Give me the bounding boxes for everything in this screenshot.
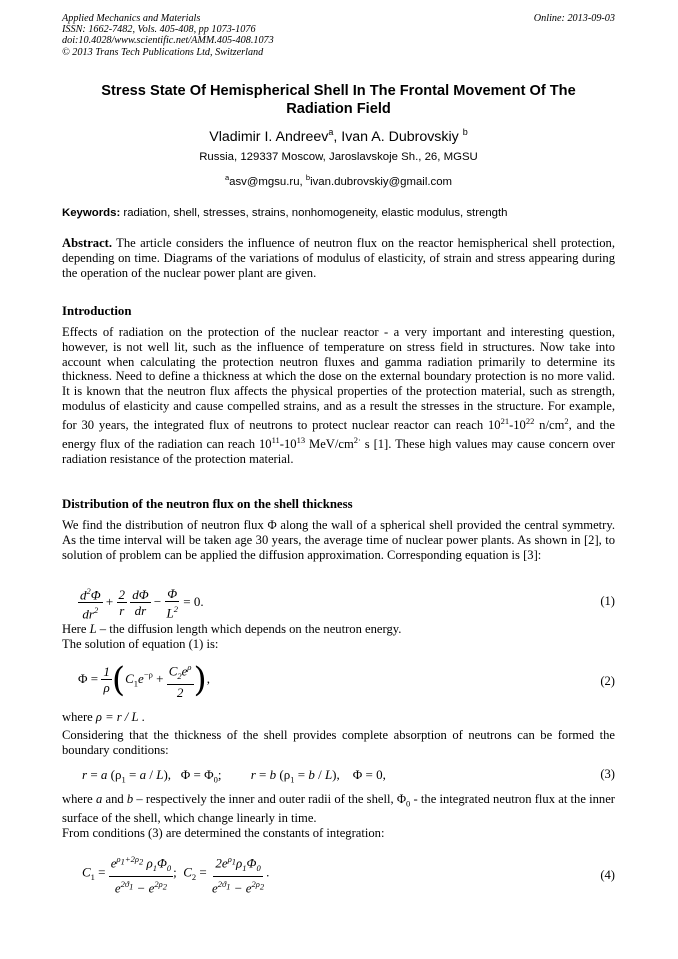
- intro-text: Effects of radiation on the protection of the nuclear reactor - a very important and interesting question, however, is not well lit, such as the influence of temperature on stress field in structures. Now take into account when calculating the protection neutron fluxes and gamma radiation primarily to determine its thickness. Need to define a thickness at which the dose on the external boundary protection is no more valid. It is known that the neutron flux affects the physical properties of the protection material, such as strength, modulus of elasticity and cause compelled strains, and as a result the stresses in the structure. For example, for 30 years, the integrated flux of neutrons to protect nuclear reactor can reach 10: [62, 325, 615, 432]
- author-2: Ivan A. Dubrovskiy: [341, 129, 459, 145]
- authors: [62, 124, 615, 146]
- email-1: asv@mgsu.ru,: [229, 176, 306, 188]
- keywords-label: Keywords:: [62, 207, 121, 219]
- email-2-sup: b: [305, 173, 311, 182]
- intro-text-6: MeV/cm: [305, 436, 354, 451]
- copyright-line: © 2013 Trans Tech Publications Ltd, Switzerland: [62, 46, 264, 58]
- intro-text-4: , and the energy flux of the radiation can reach 10: [62, 417, 615, 451]
- solution-line: The solution of equation (1) is:: [62, 637, 219, 651]
- equation-1: $\frac{d^2\Phi}{dr^2}$ + $\frac{2}{r}$ $\frac{d\Phi}{dr}$ − $\frac{\Phi}{L^2}$ = 0. (1): [80, 585, 615, 622]
- here-text-a: Here: [62, 622, 90, 636]
- distribution-paragraph: We find the distribution of neutron flux Φ along the wall of a spherical shell provided the central symmetry. As the time interval will be taken age 30 years, the average time of nuclear power plants. As shown in [2], to solution of problem can be applied the diffusion approximation. Corresponding equation is [3]:: [62, 518, 615, 562]
- issn-line: ISSN: 1662-7482, Vols. 405-408, pp 1073-1076: [62, 24, 256, 36]
- equation-3-number: (3): [600, 767, 615, 781]
- keywords: [62, 206, 615, 220]
- here-var-L: L: [89, 622, 97, 636]
- where2-text-c: - the integrated neutron flux at the inner surface of the shell, which change linearly in time.: [62, 792, 615, 826]
- title-line-2: Radiation Field: [286, 101, 391, 117]
- author-separator: ,: [333, 129, 342, 145]
- introduction-heading: Introduction: [62, 304, 132, 318]
- where2-var-b: b: [126, 792, 134, 806]
- emails: [62, 171, 615, 189]
- intro-exp-3: 2: [564, 415, 569, 426]
- affiliation: Russia, 129337 Moscow, Jaroslavskoje Sh., 26, MGSU: [199, 151, 478, 163]
- abstract-text: The article considers the influence of neutron flux on the reactor hemispherical shell protection, depending on time. Diagrams of the variations of modulus of elasticity, of strain and stress appearing during the operation of the nuclear power plant are given.: [62, 236, 615, 280]
- where-text: where: [62, 710, 96, 724]
- where-end: .: [138, 710, 145, 724]
- author-1: Vladimir I. Andreev: [209, 129, 329, 145]
- equation-1-number: (1): [600, 594, 615, 608]
- introduction-paragraph: [62, 325, 615, 467]
- distribution-heading: Distribution of the neutron flux on the shell thickness: [62, 497, 353, 511]
- equation-4-number: (4): [600, 868, 615, 882]
- intro-exp-5: 13: [296, 434, 306, 445]
- intro-exp-6: 2·: [353, 434, 361, 445]
- intro-exp-1: 21: [500, 415, 510, 426]
- intro-exp-2: 22: [525, 415, 535, 426]
- where2-paragraph: [62, 792, 615, 826]
- intro-text-2: -10: [509, 417, 526, 432]
- considering-paragraph: Considering that the thickness of the shell provides complete absorption of neutrons can be formed the boundary conditions:: [62, 728, 615, 757]
- author-2-sup: b: [462, 127, 468, 137]
- where2-text-a: where: [62, 792, 96, 806]
- intro-text-5: -10: [279, 436, 297, 451]
- equation-3: r = a $(\rho_1 = a / L)$, $\Phi = \Phi_0$; r = b $(\rho_1 = b / L)$, Φ = 0, (3): [82, 767, 615, 785]
- online-date: Online: 2013-09-03: [533, 13, 615, 24]
- here-text-b: – the diffusion length which depends on the neutron energy.: [96, 622, 402, 636]
- intro-text-3: n/cm: [534, 417, 565, 432]
- from-conditions-line: From conditions (3) are determined the constants of integration:: [62, 826, 385, 840]
- equation-4: $C_1$ = $\frac{e^{\rho_1+2\rho_2} \rho_1\Phi_0}{e^{2ϑ_1} - e^{2\rho_2}}$ ; $C_2$ = $\frac{2e^{\rho_1}\rho_1\Phi_0}{e^{2ϑ_1} - e^{2\rho_2}}$ . (4): [82, 854, 615, 896]
- title-line-1: Stress State Of Hemispherical Shell In The Frontal Movement Of The: [101, 83, 576, 99]
- doi-line: doi:10.4028/www.scientific.net/AMM.405-408.1073: [62, 35, 274, 47]
- equation-2-number: (2): [600, 674, 615, 688]
- email-1-sup: a: [224, 173, 230, 182]
- intro-text-7: s [1]. These high values may cause concern over radiation resistance of the protection material.: [62, 436, 615, 466]
- where2-phi: Φ: [396, 792, 407, 806]
- author-1-sup: a: [328, 127, 334, 137]
- abstract-label: Abstract.: [62, 236, 113, 250]
- where-line: [62, 710, 615, 725]
- keywords-list: radiation, shell, stresses, strains, nonhomogeneity, elastic modulus, strength: [120, 207, 508, 219]
- here-line: [62, 622, 615, 637]
- paper-title: [62, 82, 615, 118]
- where2-phi-sub: 0: [406, 798, 411, 809]
- where2-var-a: a: [95, 792, 103, 806]
- intro-exp-4: 11: [271, 434, 280, 445]
- email-2: ivan.dubrovskiy@gmail.com: [310, 176, 453, 188]
- abstract: [62, 236, 615, 280]
- equation-2: Φ = $\frac{1}{\rho}$ ($C_1e^{-\rho}$ + $\frac{C_2e^\rho}{2}$ ), (2): [78, 659, 615, 700]
- journal-name: Applied Mechanics and Materials: [62, 13, 201, 24]
- where2-and: and: [102, 792, 127, 806]
- where2-text-b: – respectively the inner and outer radii of the shell,: [133, 792, 397, 806]
- where-equation: ρ = r / L: [95, 710, 139, 724]
- journal-header: [62, 13, 615, 58]
